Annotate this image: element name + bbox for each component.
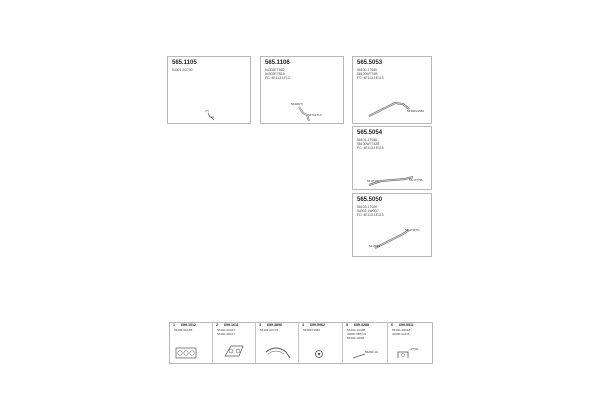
ref-line: 30690 3B5 N1 — [347, 331, 367, 336]
item-number: 1 — [173, 323, 175, 327]
callout-label: 54-8T13 — [369, 244, 381, 248]
item-number: 6 — [391, 323, 393, 327]
item-ref: 54301-2C176 — [260, 328, 279, 332]
part-ref: FC: 4E113.1F13 — [265, 76, 290, 80]
bolt-drawing — [343, 322, 388, 364]
part-ref: 56103-1T646 — [357, 138, 378, 142]
part-ref: FC: 4E113.1E113 — [357, 146, 384, 150]
part-ref: 54301-2D740 — [172, 68, 193, 72]
item-code: 699.5511 — [399, 323, 414, 327]
part-drawing — [168, 57, 252, 125]
item-code: 699.5962 — [310, 323, 325, 327]
part-code: 565.5054 — [357, 130, 383, 136]
accessory-cell-6[interactable] — [388, 322, 432, 364]
gasket-drawing — [213, 322, 256, 364]
part-ref: 54302E7A82 — [265, 68, 285, 72]
accessory-cell-3[interactable] — [256, 322, 299, 364]
callout-label: (?) — [205, 109, 209, 113]
clamp-drawing — [256, 322, 299, 364]
callout-label: 56-1T(?)B — [409, 178, 423, 182]
part-ref: FC: 4E113.1E113 — [357, 76, 384, 80]
part-drawing — [353, 194, 433, 258]
ref-line: 30090 3A6 B — [392, 331, 410, 336]
part-card-2[interactable] — [260, 56, 344, 124]
part-drawing — [353, 57, 433, 125]
accessory-cell-5[interactable] — [343, 322, 388, 364]
item-code: 699.1611 — [224, 323, 239, 327]
part-ref: 56100W7742B — [357, 142, 380, 146]
callout-label: 56-0T(?) — [367, 179, 379, 183]
item-number: 2 — [216, 323, 218, 327]
callout-label: 56-1T0(?)1 — [405, 228, 420, 232]
item-ref: 56309X1565 — [303, 328, 321, 332]
item-number: 4 — [302, 323, 304, 327]
item-number: 3 — [259, 323, 261, 327]
item-ref: 54405-5A15B — [174, 328, 193, 332]
part-ref: 56103-1T030 — [357, 205, 378, 209]
part-card-3[interactable] — [352, 56, 432, 124]
accessory-cell-1[interactable] — [170, 322, 213, 364]
callout-label: 56200-1U — [365, 350, 379, 354]
part-ref: FC: 4E113.1E113 — [357, 213, 384, 217]
item-code: 699.1012 — [181, 323, 196, 327]
part-card-4[interactable] — [352, 126, 432, 190]
item-code: 699.3896 — [267, 323, 282, 327]
part-code: 565.1105 — [172, 60, 197, 66]
part-ref: 56100W774B — [357, 72, 378, 76]
part-ref: 54302E7B16 — [265, 72, 285, 76]
part-code: 565.5053 — [357, 60, 383, 66]
accessory-cell-4[interactable] — [299, 322, 343, 364]
callout-label: 4(?)01 — [410, 347, 419, 351]
bracket-drawing — [388, 322, 432, 364]
rubber-mount-drawing — [299, 322, 343, 364]
accessory-cell-2[interactable] — [213, 322, 256, 364]
callout-label: 56300S1566 — [407, 109, 425, 113]
item-code: 699.3288 — [354, 323, 369, 327]
part-card-1[interactable] — [167, 56, 251, 124]
part-card-5[interactable] — [352, 193, 432, 257]
part-code: 565.1106 — [265, 60, 290, 66]
ref-line: 56300-1W68 — [347, 335, 365, 340]
part-ref: 56100-1T640 — [357, 68, 378, 72]
part-drawing — [261, 57, 345, 125]
part-ref: 54302-1W0D7 — [357, 209, 379, 213]
item-number: 5 — [346, 323, 348, 327]
gasket-drawing — [170, 322, 213, 364]
ref-line: 56400-1U308 — [347, 328, 366, 332]
callout-label: 54300(?) — [291, 102, 304, 106]
ref-line: 56100-4D617 — [217, 331, 236, 336]
callout-label: 54?01T13 — [308, 113, 322, 117]
part-drawing — [353, 127, 433, 191]
ref-line: 56100-3U01T — [217, 328, 236, 332]
part-code: 565.5050 — [357, 197, 383, 203]
ref-line: 56300-4D018 — [392, 328, 411, 332]
